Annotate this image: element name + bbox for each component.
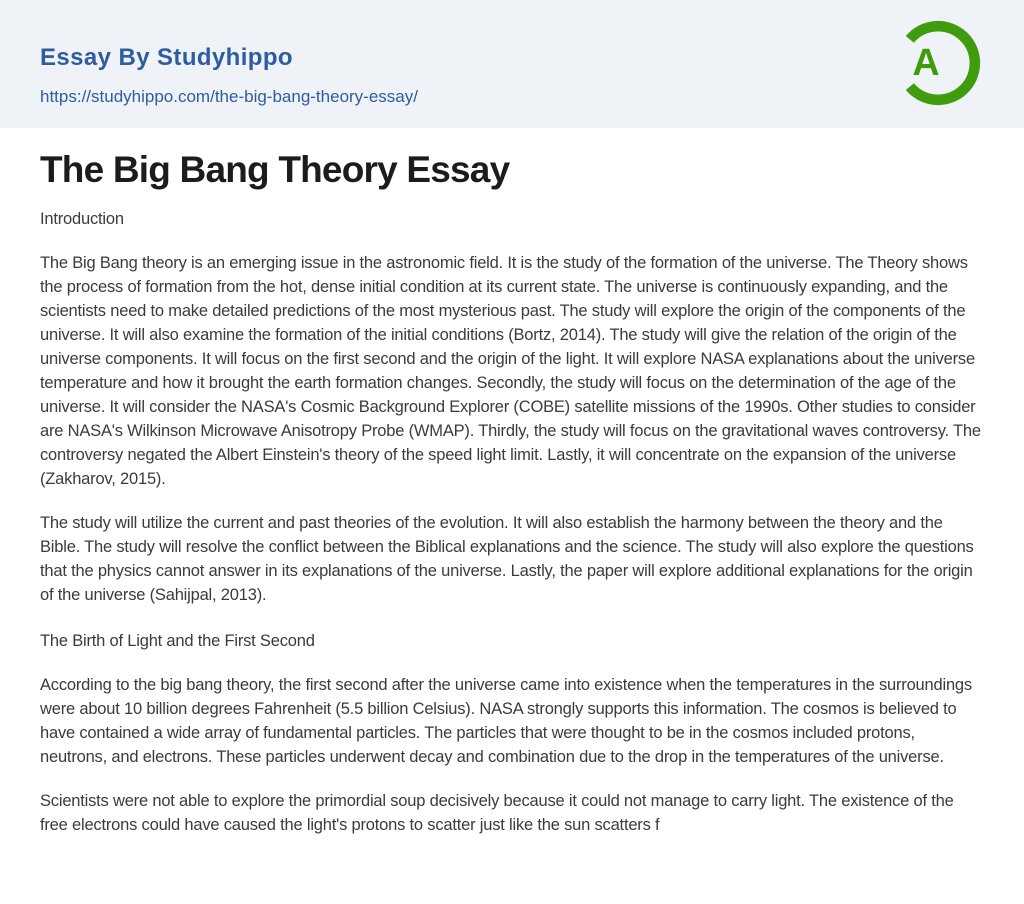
section-label-birth-of-light: The Birth of Light and the First Second bbox=[40, 632, 315, 650]
page-header bbox=[0, 0, 1024, 128]
section-label-introduction: Introduction bbox=[40, 210, 124, 228]
essay-paragraph: According to the big bang theory, the first second after the universe came into existence when the temperatures in the surroundings were about 10 billion degrees Fahrenheit (5.5 billion Celsius). NASA strongly supports this information. The cosmos is believed to have contained a wide array of fundamental particles. The particles that were thought to be in the cosmos included protons, neutrons, and electrons. These particles underwent decay and combination due to the drop in the temperatures of the universe. bbox=[40, 676, 972, 766]
source-url-link[interactable]: https://studyhippo.com/the-big-bang-theory-essay/ bbox=[40, 87, 418, 106]
essay-paragraph: The study will utilize the current and past theories of the evolution. It will also establish the harmony between the theory and the Bible. The study will resolve the conflict between the Biblical explanations and the science. The study will also explore the questions that the physics cannot answer in its explanations of the universe. Lastly, the paper will explore additional explanations for the origin of the universe (Sahijpal, 2013). bbox=[40, 514, 974, 604]
essay-byline: Essay By Studyhippo bbox=[40, 44, 293, 71]
essay-paragraph-truncated: Scientists were not able to explore the primordial soup decisively because it could not manage to carry light. The existence of the free electrons could have caused the light's protons to scatter just like the sun scatters f bbox=[40, 792, 954, 834]
essay-content bbox=[0, 128, 1024, 837]
essay-paragraph: The Big Bang theory is an emerging issue in the astronomic field. It is the study of the formation of the universe. The Theory shows the process of formation from the hot, dense initial condition at its current state. The universe is continuously expanding, and the scientists need to make detailed predictions of the most mysterious past. The study will explore the origin of the components of the universe. It will also examine the formation of the initial conditions (Bortz, 2014). The study will give the relation of the origin of the universe components. It will focus on the first second and the origin of the light. It will explore NASA explanations about the universe temperature and how it brought the earth formation changes. Secondly, the study will focus on the determination of the age of the universe. It will consider the NASA's Cosmic Background Explorer (COBE) satellite missions of the 1990s. Other studies to consider are NASA's Wilkinson Microwave Anisotropy Probe (WMAP). Thirdly, the study will focus on the gravitational waves controversy. The controversy negated the Albert Einstein's theory of the speed light limit. Lastly, it will concentrate on the expansion of the universe (Zakharov, 2015). bbox=[40, 254, 981, 488]
page-title: The Big Bang Theory Essay bbox=[40, 149, 510, 190]
studyhippo-logo-icon bbox=[892, 17, 984, 109]
logo-letter: A bbox=[912, 40, 940, 83]
